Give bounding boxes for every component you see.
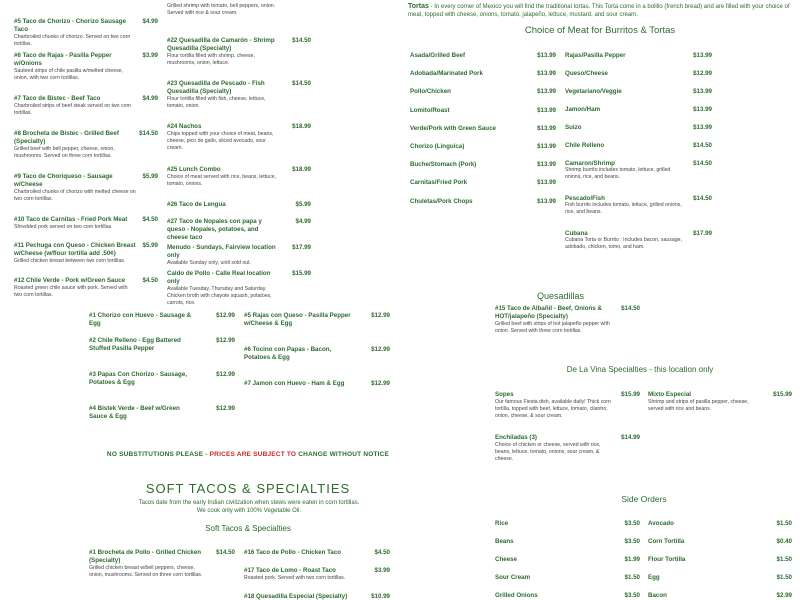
item-desc: Charbroiled chunks of chorizo. Served on two corn tortillas. [14,34,131,47]
side-order-name: Cheese [495,556,518,563]
torta-right-item [565,88,683,95]
item-desc: Choice of meat served with rice, beans, lettuce, tomato, onions. [167,174,276,187]
vina-header: De La Vina Specialties - this location only [566,365,714,374]
top-mid-item [167,270,279,307]
torta-right-name: Chile Relleno [565,142,605,149]
side-orders-title: Side Orders [621,494,667,504]
side-order-name: Grilled Onions [495,592,538,599]
side-order-price: $2.99 [776,592,792,599]
side-order-price: $1.99 [624,556,640,563]
item-price: $14.50 [139,130,158,137]
side-order-name: Rice [495,520,509,527]
item-desc: Flour tortilla filled with shrimp, cheese, mushrooms, onion, lettuce. [167,53,255,66]
side-order-name: Beans [495,538,514,545]
torta-right-item [565,52,683,59]
item-title: #24 Nachos [167,123,202,130]
item-title: #5 Taco de Chorizo - Chorizo Sausage Taco [14,18,126,33]
torta-right-desc: Cubana Torta or Burrito : Includes bacon, sausage, adobado, chicken, tomo, and ham. [565,237,682,250]
top-left-item [14,130,136,160]
item-title: #8 Brocheta de Bistec - Grilled Beef (Specialty) [14,130,119,145]
item-price: $18.99 [292,166,311,173]
torta-right-item [565,230,683,251]
torta-meat-name: Chuletas/Pork Chops [410,197,473,205]
sopes-title: Sopes [495,391,514,398]
soft-taco-1-title: #1 Brocheta de Pollo - Grilled Chicken (Specialty) [89,549,202,564]
soft-tacos-desc2: We cook only with 100% Vegetable Oil. [196,508,302,514]
top-left-item [14,52,136,82]
torta-right-price: $17.99 [693,230,712,237]
enchiladas-title: Enchiladas (3) [495,434,537,441]
torta-meat-name: Asada/Grilled Beef [410,52,466,59]
item-desc: Grilled beef with bell pepper, cheese, onion, mushrooms. Served on three corn tortillas. [14,146,115,159]
side-order-name: Sour Cream [495,574,531,581]
item-price: $4.99 [142,95,158,102]
top-left-item [14,18,136,48]
item-price: $5.99 [142,173,158,180]
item-desc: Shredded pork served on two corn tortillas. [14,224,113,230]
side-order-price: $1.50 [624,574,640,581]
item-title: #11 Pechuga con Queso - Chicken Breast w/Cheese (w/flour tortilla add .50¢) [14,242,136,257]
side-order-price: $1.50 [776,574,792,581]
torta-right-name: Jamon/Ham [565,106,601,113]
item-price: $5.99 [142,242,158,249]
tortas-intro-title: Tortas [408,3,429,10]
enchiladas-item [495,434,605,463]
combo-item-price: $12.99 [216,312,235,319]
torta-right-item [565,195,683,216]
combo-item-price: $12.99 [371,346,390,353]
torta-right-price: $13.99 [693,88,712,95]
mixto-title: Mixto Especial [648,391,691,398]
soft-taco-18-title: #18 Quesadilla Especial (Specialty) [244,593,348,600]
torta-meat-name: Lomito/Roast [410,106,450,114]
item-title: #7 Taco de Bistec - Beef Taco [14,95,101,102]
item-title: #27 Taco de Nopales con papa y queso - Nopales, potatoes, and cheese taco [167,218,262,241]
tortas-intro [408,3,792,19]
item-title: #26 Taco de Lengua [167,201,226,208]
item-desc: Chips topped with your choice of meat, beans, cheese, pico de gallo, sliced avocado, sour cream. [167,131,274,151]
item-price: $4.99 [142,18,158,25]
sopes-item [495,391,615,420]
torta-right-price: $14.50 [693,195,712,202]
top-mid-item [167,123,279,152]
soft-tacos-title: SOFT TACOS & SPECIALTIES [145,481,351,496]
top-mid-item [167,218,279,242]
item-price: $5.99 [295,201,311,208]
item-desc: Charbroiled chunks of chorizo with melted cheese on two corn tortillas. [14,189,136,202]
top-mid-item [167,201,279,209]
side-order-name: Flour Tortilla [648,556,686,563]
item-price: $15.99 [292,270,311,277]
item-price: $18.99 [292,123,311,130]
torta-meat-name: Adobada/Marinated Pork [410,70,483,78]
combo-item-title: #7 Jamon con Huevo - Ham & Egg [244,380,345,387]
top-left-item [14,95,136,117]
tortas-intro-text: - In every corner of Mexico you will find the traditional tortas. This Torta come in a bolillo (french bread) and are filled with your choice of meat, topped with cheese, onions, tomato, jalapeño, lettuce, mustard, and sour cream. [408,4,790,18]
torta-right-price: $13.99 [693,52,712,59]
combo-item-price: $12.99 [371,380,390,387]
side-order-name: Avocado [648,520,674,527]
item-title: #23 Quesadilla de Pescado - Fish Quesadilla (Specialty) [167,80,265,95]
torta-meat-name: Verde/Pork with Green Sauce [410,124,496,132]
torta-right-name: Vegetariano/Veggie [565,88,622,95]
top-mid-item [167,37,279,67]
item-price: $14.50 [292,80,311,87]
torta-right-price: $14.50 [693,160,712,167]
top-mid-item [167,3,279,17]
side-order-price: $0.40 [776,538,792,545]
soft-taco-1-price: $14.50 [216,549,235,556]
item-desc: Available Sunday only, until sold out. [167,260,252,266]
torta-right-name: Pescado/Fish [565,195,605,202]
top-left-item [14,173,136,203]
combo-item-title: #5 Rajas con Queso - Pasilla Pepper w/Cheese & Egg [244,312,351,327]
torta-meat-price: $13.99 [537,161,556,169]
soft-taco-17-desc: Roasted pork. Served with two corn tortillas. [244,575,346,581]
sopes-desc: Our famous Fiesta dish, available daily! Thick corn tortilla, topped with beef, lettuce, tomato, cilantro, onion, cheese, & sour cream. [495,399,611,419]
soft-taco-item-18 [244,593,369,600]
torta-right-price: $13.99 [693,124,712,131]
soft-taco-1-desc: Grilled chicken breast w/bell peppers, cheese, onion, mushrooms. Served on three corn tortillas. [89,565,203,578]
soft-tacos-desc [118,499,380,515]
torta-right-desc: Fish burrito includes tomato, lettuce, grilled onions, rice, and beans. [565,202,682,215]
top-mid-item [167,80,279,110]
soft-taco-item-1 [89,549,209,579]
side-order-price: $3.50 [624,538,640,545]
torta-meat-price: $13.99 [537,52,556,59]
combo-item-title: #1 Chorizo con Huevo - Sausage & Egg [89,312,192,327]
item-desc: Grilled shrimp with tomato, bell peppers, onion. Served with rice & sour cream. [167,3,276,16]
torta-meat-name: Chorizo (Linguica) [410,143,465,150]
item-desc: Grilled chicken breast between two corn tortillas. [14,258,126,264]
torta-right-name: Queso/Cheese [565,70,608,77]
torta-right-name: Cubana [565,230,588,237]
torta-right-price: $13.99 [693,106,712,113]
torta-right-price: $12.99 [693,70,712,77]
side-order-name: Egg [648,574,660,581]
combo-item-title: #6 Tocino con Papas - Bacon, Potatoes & Egg [244,346,332,361]
item-price: $4.99 [295,218,311,225]
item-15-title: #15 Taco de Albañil - Beef, Onions & HOT/jalapeño (Specialty) [495,305,602,320]
tortas-header: Choice of Meat for Burritos & Tortas [524,25,676,36]
combo-item-price: $12.99 [371,312,390,319]
notice-part2: PRICES ARE SUBJECT TO [209,451,297,458]
item-title: #6 Taco de Rajas - Pasilla Pepper w/Onions [14,52,112,67]
item-title: Caldo de Pollo - Calle Real location only [167,270,271,285]
notice-part1: NO SUBSTITUTIONS PLEASE - [106,451,210,458]
item-desc: Sauteed strips of chile pasilla w/melted cheese, onion, with two corn tortillas. [14,68,123,81]
side-order-price: $3.50 [624,592,640,599]
torta-right-price: $14.50 [693,142,712,149]
item-price: $17.99 [292,244,311,251]
item-desc: Flour tortilla filled with fish, cheese, lettuce, tomato, onion. [167,96,266,109]
item-desc: Available Tuesday, Thursday and Saturday. Chicken broth with chayote squash, potatoes, carrots, rice. [167,286,272,306]
torta-right-name: Suizo [565,124,582,131]
torta-meat-name: Carnitas/Fried Pork [410,179,468,187]
torta-right-item [565,70,683,77]
combo-item-title: #2 Chile Relleno - Egg Battered Stuffed Pasilla Pepper [89,337,181,352]
torta-right-item [565,142,683,149]
side-order-price: $3.50 [624,520,640,527]
torta-meat-price: $13.99 [537,106,556,114]
combo-item-title: #3 Papas Con Chorizo - Sausage, Potatoes & Egg [89,371,187,386]
soft-taco-item-17 [244,567,369,582]
top-left-item [14,242,136,265]
item-price: $4.50 [142,277,158,284]
soft-taco-17-title: #17 Taco de Lomo - Roast Taco [244,567,336,574]
item-desc: Roasted green chile sauce with pork. Served with two corn tortillas. [14,285,128,298]
top-mid-item [167,244,279,267]
torta-meat-price: $13.99 [537,179,556,187]
torta-meat-price: $13.99 [537,70,556,78]
side-order-price: $1.50 [776,556,792,563]
soft-taco-16-price: $4.50 [374,549,390,556]
combo-item-title: #4 Bistek Verde - Beef w/Green Sauce & Egg [89,405,180,420]
soft-taco-item-16 [244,549,369,557]
quesadillas-title: Quesadillas [536,291,585,301]
notice-bar [88,451,408,458]
item-title: #25 Lunch Combo [167,166,221,173]
torta-meat-price: $13.99 [537,124,556,132]
top-mid-item [167,166,279,188]
combo-item-price: $12.99 [216,405,235,412]
side-order-price: $1.50 [776,520,792,527]
soft-taco-17-price: $3.99 [374,567,390,574]
item-15-price: $14.50 [621,305,640,312]
quesadilla-item-15 [495,305,615,335]
item-price: $4.50 [142,216,158,223]
item-title: #10 Taco de Carnitas - Fried Pork Meat [14,216,128,223]
top-left-item [14,277,136,299]
torta-right-item [565,124,683,131]
soft-tacos-subheader: Soft Tacos & Specialties [205,524,291,533]
mixto-item [648,391,753,413]
item-desc: Charbroiled strips of beef steak served on two corn tortillas. [14,103,132,116]
mixto-price: $15.99 [773,391,792,398]
torta-right-item [565,160,683,181]
torta-right-desc: Shrimp burrito includes tomato, lettuce, grilled onions, rice, and beans. [565,167,671,180]
item-15-desc: Grilled beef with strips of hot jalapeño pepper with onion. Served with three corn tortillas. [495,321,610,334]
item-title: #22 Quesadilla de Camarón - Shrimp Quesadilla (Specialty) [167,37,275,52]
item-price: $14.50 [292,37,311,44]
combo-item-price: $12.99 [216,337,235,344]
torta-right-item [565,106,683,113]
side-order-name: Corn Tortilla [648,538,685,545]
torta-meat-price: $13.99 [537,197,556,205]
torta-meat-price: $13.99 [537,143,556,150]
top-left-item [14,216,136,231]
torta-meat-price: $13.99 [537,88,556,96]
torta-right-name: Camaron/Shrimp [565,160,615,167]
sopes-price: $15.99 [621,391,640,398]
soft-taco-18-price: $10.99 [371,593,390,600]
item-title: #9 Taco de Choriqueso - Sausage w/Cheese [14,173,113,188]
mixto-desc: Shrimp and strips of pasilla pepper, cheese, served with rice and beans. [648,399,749,412]
soft-tacos-desc1: Tacos date from the early Indian civilization when stews were eaten in corn tortillas. [138,500,360,506]
torta-meat-name: Pollo/Chicken [410,88,451,96]
item-price: $3.99 [142,52,158,59]
side-order-name: Bacon [648,592,667,599]
enchiladas-desc: Choice of chicken or cheese, served with rice, beans, lettuce, tomato, onions, sour cream, & cheese. [495,442,601,462]
notice-part3: CHANGE WITHOUT NOTICE [296,451,390,458]
torta-meat-name: Buche/Stomach (Pork) [410,161,477,169]
enchiladas-price: $14.99 [621,434,640,441]
soft-taco-16-title: #16 Taco de Pollo - Chicken Taco [244,549,342,556]
item-title: Menudo - Sundays, Fairview location only [167,244,276,259]
combo-item-price: $12.99 [216,371,235,378]
item-title: #12 Chile Verde - Pork w/Green Sauce [14,277,126,284]
torta-right-name: Rajas/Pasilla Pepper [565,52,626,59]
